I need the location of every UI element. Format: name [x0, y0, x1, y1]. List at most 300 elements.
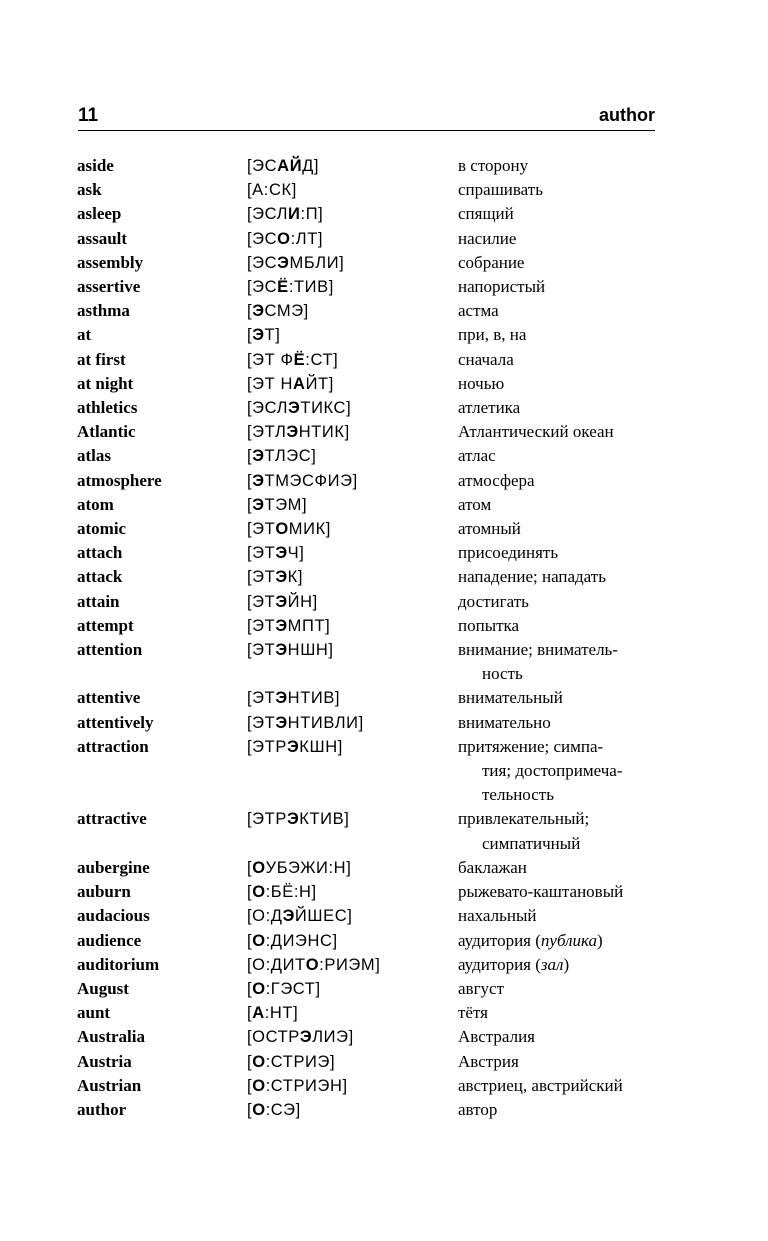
pronunciation-segment: :БЁ:Н]	[265, 883, 317, 902]
entry-word: Australia	[77, 1027, 145, 1047]
entry-pronunciation	[247, 227, 458, 251]
entry-pronunciation	[247, 735, 458, 759]
entry-word: ask	[77, 180, 102, 200]
entry-pronunciation	[247, 614, 458, 638]
pronunciation-segment: ТЛЭС]	[264, 447, 317, 466]
entry-translation	[458, 856, 673, 880]
translation-line	[458, 1098, 673, 1122]
pronunciation-segment: [	[247, 1052, 253, 1071]
translation-line	[458, 977, 673, 1001]
stressed-vowel: Э	[275, 713, 288, 732]
entry-pronunciation	[247, 880, 458, 904]
dictionary-entry	[77, 202, 677, 226]
entry-translation	[458, 1050, 673, 1074]
dictionary-entry	[77, 565, 677, 589]
entry-translation	[458, 904, 673, 928]
pronunciation-segment: [ЭС	[247, 278, 278, 297]
pronunciation-segment: [	[247, 447, 253, 466]
dictionary-entry	[77, 807, 677, 855]
pronunciation-segment: [О:ДИТ	[247, 955, 306, 974]
translation-line	[458, 565, 673, 589]
pronunciation-segment: [	[247, 1004, 253, 1023]
pronunciation-segment: [А:СК]	[247, 181, 297, 200]
entry-translation	[458, 638, 673, 686]
translation-text: ночью	[458, 373, 505, 393]
entry-pronunciation	[247, 396, 458, 420]
translation-line	[458, 711, 673, 735]
entry-word: attraction	[77, 736, 149, 756]
entry-pronunciation	[247, 638, 458, 662]
entry-word: atlas	[77, 446, 111, 466]
translation-line	[458, 275, 673, 299]
translation-line	[458, 251, 673, 275]
stressed-vowel: Э	[275, 568, 288, 587]
translation-line	[458, 686, 673, 710]
entry-word: audacious	[77, 906, 150, 926]
translation-line	[458, 299, 673, 323]
pronunciation-segment: [ЭТ	[247, 616, 276, 635]
entry-translation	[458, 1074, 673, 1098]
translation-line	[458, 469, 673, 493]
pronunciation-segment: :П]	[300, 205, 324, 224]
translation-line	[458, 493, 673, 517]
translation-text: атлас	[458, 446, 496, 466]
translation-line	[458, 154, 673, 178]
entry-translation	[458, 396, 673, 420]
entry-word: attack	[77, 567, 123, 587]
dictionary-entry	[77, 299, 677, 323]
entry-pronunciation	[247, 1025, 458, 1049]
entry-translation	[458, 880, 673, 904]
entry-pronunciation	[247, 348, 458, 372]
translation-line	[458, 202, 673, 226]
pronunciation-segment: [ЭТ	[247, 592, 276, 611]
pronunciation-segment: :ТИВ]	[288, 278, 334, 297]
entry-pronunciation	[247, 565, 458, 589]
dictionary-entry	[77, 856, 677, 880]
dictionary-entry	[77, 977, 677, 1001]
translation-line	[458, 590, 673, 614]
pronunciation-segment: [О:Д	[247, 907, 283, 926]
pronunciation-segment: [	[247, 858, 253, 877]
translation-text: напористый	[458, 277, 546, 297]
page-header	[78, 103, 655, 131]
entry-pronunciation	[247, 711, 458, 735]
entry-word: at night	[77, 373, 134, 393]
pronunciation-segment: СМЭ]	[264, 302, 309, 321]
pronunciation-segment: :РИЭМ]	[319, 955, 381, 974]
dictionary-entry	[77, 953, 677, 977]
entry-word: author	[77, 1099, 127, 1119]
translation-text: нахальный	[458, 906, 537, 926]
translation-text: баклажан	[458, 857, 527, 877]
entry-pronunciation	[247, 420, 458, 444]
translation-line	[458, 1050, 673, 1074]
pronunciation-segment: НШН]	[287, 641, 334, 660]
entry-translation	[458, 420, 673, 444]
entry-translation	[458, 1025, 673, 1049]
entry-pronunciation	[247, 251, 458, 275]
stressed-vowel: Ё	[293, 350, 306, 369]
entry-translation	[458, 1001, 673, 1025]
pronunciation-segment: :СТРИЭ]	[265, 1052, 336, 1071]
translation-line	[458, 856, 673, 880]
translation-text: астма	[458, 301, 499, 321]
entry-word: Austrian	[77, 1075, 142, 1095]
entry-translation	[458, 711, 673, 735]
pronunciation-segment: ЙШЕС]	[294, 907, 353, 926]
pronunciation-segment: [ЭТ	[247, 641, 276, 660]
entry-word: audience	[77, 930, 142, 950]
stressed-vowel: Э	[275, 544, 288, 563]
pronunciation-segment: [ЭТ	[247, 568, 276, 587]
pronunciation-segment: [ЭСЛ	[247, 399, 289, 418]
entry-translation	[458, 517, 673, 541]
entry-word: auburn	[77, 882, 131, 902]
translation-text: сначала	[458, 349, 514, 369]
translation-text: внимание; вниматель-	[458, 640, 618, 660]
entry-pronunciation	[247, 977, 458, 1001]
pronunciation-segment: :НТ]	[264, 1004, 299, 1023]
stressed-vowel: Ё	[277, 278, 289, 297]
translation-text: нападение; нападать	[458, 567, 606, 587]
translation-text: присоединять	[458, 543, 559, 563]
entry-pronunciation	[247, 590, 458, 614]
translation-text: попытка	[458, 615, 520, 635]
translation-note: зал	[540, 954, 564, 974]
entry-pronunciation	[247, 323, 458, 347]
stressed-vowel: Э	[282, 907, 295, 926]
pronunciation-segment: [	[247, 979, 253, 998]
stressed-vowel: Э	[252, 447, 265, 466]
entry-pronunciation	[247, 904, 458, 928]
dictionary-entry	[77, 1001, 677, 1025]
entry-pronunciation	[247, 1098, 458, 1122]
dictionary-entry	[77, 614, 677, 638]
entry-translation	[458, 275, 673, 299]
pronunciation-segment: УБЭЖИ:Н]	[265, 858, 352, 877]
pronunciation-segment: МБЛИ]	[289, 253, 345, 272]
dictionary-entry	[77, 493, 677, 517]
entry-word: atomic	[77, 519, 127, 539]
entry-translation	[458, 227, 673, 251]
pronunciation-segment: [	[247, 326, 253, 345]
entry-word: attractive	[77, 809, 147, 829]
entry-pronunciation	[247, 856, 458, 880]
pronunciation-segment: НТИВ]	[287, 689, 341, 708]
stressed-vowel: АЙ	[277, 157, 303, 175]
dictionary-entry	[77, 323, 677, 347]
pronunciation-segment: Т]	[264, 326, 281, 345]
dictionary-entry	[77, 348, 677, 372]
translation-text: атомный	[458, 519, 521, 539]
entry-word: aside	[77, 156, 114, 175]
pronunciation-segment: [ЭТ	[247, 544, 276, 563]
translation-line	[458, 832, 673, 856]
translation-text: тия; достопримеча-	[482, 761, 623, 781]
stressed-vowel: Э	[275, 641, 288, 660]
pronunciation-segment: [ЭС	[247, 229, 278, 248]
pronunciation-segment: КТИВ]	[299, 810, 350, 829]
translation-line	[458, 541, 673, 565]
dictionary-entry	[77, 178, 677, 202]
entry-pronunciation	[247, 1050, 458, 1074]
entry-pronunciation	[247, 1001, 458, 1025]
translation-text: Австрия	[458, 1051, 519, 1071]
dictionary-entry	[77, 227, 677, 251]
dictionary-entry	[77, 1025, 677, 1049]
stressed-vowel: И	[288, 205, 301, 224]
translation-line	[458, 178, 673, 202]
pronunciation-segment: :ЛТ]	[290, 229, 324, 248]
pronunciation-segment: :СЭ]	[265, 1100, 301, 1119]
entry-translation	[458, 953, 673, 977]
pronunciation-segment: Ч]	[287, 544, 305, 563]
pronunciation-segment: :ДИЭНС]	[265, 931, 338, 950]
stressed-vowel: А	[252, 1004, 265, 1023]
entry-translation	[458, 469, 673, 493]
translation-text: спрашивать	[458, 180, 543, 200]
entry-pronunciation	[247, 493, 458, 517]
pronunciation-segment: [ЭС	[247, 253, 278, 272]
translation-line	[458, 227, 673, 251]
translation-text: автор	[458, 1099, 498, 1119]
dictionary-entry	[77, 420, 677, 444]
dictionary-entry	[77, 1098, 677, 1122]
entry-word: attach	[77, 543, 123, 563]
entry-list	[77, 154, 677, 1122]
pronunciation-segment: [ОСТР	[247, 1028, 300, 1047]
translation-text: аудитория (	[458, 954, 541, 974]
entry-pronunciation	[247, 299, 458, 323]
pronunciation-segment: ЙН]	[287, 592, 318, 611]
translation-line	[458, 517, 673, 541]
entry-word: auditorium	[77, 954, 160, 974]
stressed-vowel: О	[252, 931, 266, 950]
translation-line	[458, 904, 673, 928]
dictionary-entry	[77, 469, 677, 493]
entry-translation	[458, 929, 673, 953]
entry-translation	[458, 372, 673, 396]
stressed-vowel: Э	[252, 471, 265, 490]
pronunciation-segment: МИК]	[288, 520, 331, 539]
dictionary-entry	[77, 517, 677, 541]
stressed-vowel: Э	[252, 326, 265, 345]
pronunciation-segment: КШН]	[299, 737, 343, 756]
dictionary-entry	[77, 880, 677, 904]
entry-word: Austria	[77, 1051, 132, 1071]
stressed-vowel: Э	[286, 423, 299, 442]
entry-word: attentively	[77, 712, 154, 732]
translation-text: Австралия	[458, 1027, 535, 1047]
entry-pronunciation	[247, 929, 458, 953]
entry-pronunciation	[247, 275, 458, 299]
dictionary-entry	[77, 541, 677, 565]
translation-text: атмосфера	[458, 470, 535, 490]
translation-text: насилие	[458, 228, 517, 248]
entry-pronunciation	[247, 154, 458, 178]
translation-text: ность	[482, 664, 523, 684]
pronunciation-segment: [ЭТ Н	[247, 374, 294, 393]
entry-translation	[458, 590, 673, 614]
translation-line	[458, 807, 673, 831]
entry-word: asthma	[77, 301, 130, 321]
entry-word: athletics	[77, 398, 138, 418]
entry-word: Atlantic	[77, 422, 136, 442]
entry-pronunciation	[247, 686, 458, 710]
dictionary-entry	[77, 275, 677, 299]
stressed-vowel: Э	[252, 302, 265, 321]
pronunciation-segment: Д]	[302, 157, 320, 175]
translation-text: август	[458, 978, 505, 998]
entry-word: aunt	[77, 1003, 111, 1023]
pronunciation-segment: МПТ]	[287, 616, 331, 635]
translation-text: австриец, австрийский	[458, 1075, 623, 1095]
entry-translation	[458, 323, 673, 347]
pronunciation-segment: [ЭТ	[247, 713, 276, 732]
pronunciation-segment: ТИКС]	[300, 399, 352, 418]
pronunciation-segment: [	[247, 495, 253, 514]
stressed-vowel: Э	[277, 253, 290, 272]
entry-translation	[458, 251, 673, 275]
entry-pronunciation	[247, 372, 458, 396]
entry-pronunciation	[247, 953, 458, 977]
stressed-vowel: Э	[275, 616, 288, 635]
stressed-vowel: Э	[299, 1028, 313, 1047]
translation-text: притяжение; симпа-	[458, 736, 604, 756]
pronunciation-segment: [	[247, 471, 253, 490]
dictionary-entry	[77, 251, 677, 275]
stressed-vowel: О	[252, 883, 266, 902]
pronunciation-segment: [ЭТР	[247, 737, 287, 756]
entry-translation	[458, 807, 673, 855]
entry-word: attempt	[77, 615, 134, 635]
pronunciation-segment: :СТ]	[305, 350, 339, 369]
translation-text: спящий	[458, 204, 514, 224]
translation-note: публика	[540, 930, 598, 950]
entry-word: attentive	[77, 688, 141, 708]
translation-text: атлетика	[458, 398, 521, 418]
translation-line	[458, 1025, 673, 1049]
entry-pronunciation	[247, 444, 458, 468]
stressed-vowel: Э	[275, 689, 288, 708]
entry-word: attention	[77, 640, 143, 660]
dictionary-entry	[77, 590, 677, 614]
stressed-vowel: Э	[275, 592, 288, 611]
entry-pronunciation	[247, 1074, 458, 1098]
entry-pronunciation	[247, 517, 458, 541]
stressed-vowel: О	[277, 229, 291, 248]
stressed-vowel: Э	[252, 495, 265, 514]
pronunciation-segment: К]	[287, 568, 304, 587]
stressed-vowel: А	[293, 374, 306, 393]
entry-translation	[458, 444, 673, 468]
stressed-vowel: О	[305, 955, 320, 974]
pronunciation-segment: [	[247, 1100, 253, 1119]
entry-word: at	[77, 325, 92, 345]
entry-word: August	[77, 978, 129, 998]
entry-word: atom	[77, 494, 114, 514]
entry-translation	[458, 348, 673, 372]
entry-word: atmosphere	[77, 470, 162, 490]
entry-pronunciation	[247, 469, 458, 493]
translation-line	[458, 444, 673, 468]
pronunciation-segment: [ЭТЛ	[247, 423, 287, 442]
pronunciation-segment: [ЭТ Ф	[247, 350, 294, 369]
translation-text: внимательный	[458, 688, 563, 708]
entry-translation	[458, 977, 673, 1001]
pronunciation-segment: [ЭСЛ	[247, 205, 289, 224]
translation-line	[458, 348, 673, 372]
entry-translation	[458, 686, 673, 710]
stressed-vowel: О	[252, 858, 266, 877]
translation-text: в сторону	[458, 156, 529, 175]
pronunciation-segment: :ГЭСТ]	[265, 979, 321, 998]
pronunciation-segment: :СТРИЭН]	[265, 1076, 348, 1095]
entry-pronunciation	[247, 202, 458, 226]
translation-line	[458, 396, 673, 420]
translation-line	[458, 759, 673, 783]
entry-pronunciation	[247, 178, 458, 202]
stressed-vowel: Э	[286, 810, 300, 829]
entry-word: aubergine	[77, 857, 150, 877]
pronunciation-segment: [	[247, 931, 253, 950]
dictionary-entry	[77, 1050, 677, 1074]
translation-line	[458, 735, 673, 759]
pronunciation-segment: [	[247, 1076, 253, 1095]
pronunciation-segment: НТИВЛИ]	[287, 713, 364, 732]
translation-text: тельность	[482, 785, 554, 805]
stressed-vowel: О	[252, 979, 266, 998]
stressed-vowel: О	[252, 1076, 266, 1095]
dictionary-entry	[77, 638, 677, 686]
entry-pronunciation	[247, 541, 458, 565]
dictionary-entry	[77, 711, 677, 735]
translation-text: симпатичный	[482, 833, 581, 853]
translation-line	[458, 1001, 673, 1025]
entry-word: assembly	[77, 252, 144, 272]
pronunciation-segment: [	[247, 883, 253, 902]
page-number: 11	[78, 105, 99, 126]
dictionary-entry	[77, 686, 677, 710]
translation-line	[458, 1074, 673, 1098]
translation-text: собрание	[458, 252, 525, 272]
pronunciation-segment: [ЭТР	[247, 810, 287, 829]
entry-word: assault	[77, 228, 128, 248]
entry-translation	[458, 735, 673, 808]
translation-line	[458, 662, 673, 686]
translation-line	[458, 323, 673, 347]
dictionary-entry	[77, 396, 677, 420]
entry-word: at first	[77, 349, 126, 369]
pronunciation-segment: НТИК]	[298, 423, 350, 442]
pronunciation-segment: ЙТ]	[305, 374, 334, 393]
translation-text: Атлантический океан	[458, 422, 614, 442]
dictionary-entry	[77, 735, 677, 808]
pronunciation-segment: ТЭМ]	[264, 495, 308, 514]
entry-word: assertive	[77, 277, 141, 297]
pronunciation-segment: ТМЭСФИЭ]	[264, 471, 358, 490]
entry-pronunciation	[247, 807, 458, 831]
dictionary-entry	[77, 929, 677, 953]
dictionary-entry	[77, 372, 677, 396]
dictionary-entry	[77, 1074, 677, 1098]
translation-line	[458, 783, 673, 807]
stressed-vowel: О	[252, 1052, 266, 1071]
entry-translation	[458, 614, 673, 638]
pronunciation-segment: ЛИЭ]	[312, 1028, 354, 1047]
entry-translation	[458, 1098, 673, 1122]
